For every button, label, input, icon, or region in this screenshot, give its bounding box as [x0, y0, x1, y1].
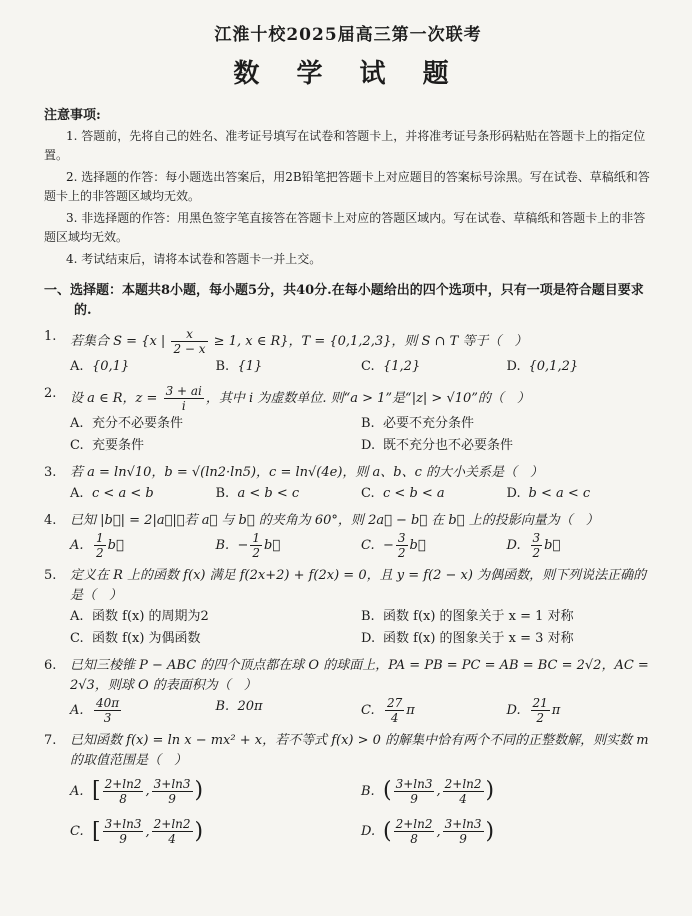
notice-item: 3. 非选择题的作答：用黑色签字笔直接答在答题卡上对应的答题区域内。写在试卷、草稿纸和答题卡上的非答题区域均无效。 — [44, 211, 646, 244]
option-c: C. {1,2} — [361, 359, 421, 374]
option-d: D. 函数 f(x) 的图象关于 x = 3 对称 — [361, 631, 574, 646]
question-number: 6. — [44, 658, 57, 673]
option-b: B. 必要不充分条件 — [361, 416, 475, 431]
option-b: B. a < b < c — [215, 486, 300, 501]
option-a: A. 充分不必要条件 — [70, 416, 184, 431]
question-stem: 定义在 R 上的函数 f(x) 满足 f(2x+2) + f(2x) = 0，且 y = f(2 − x) 为偶函数，则下列说法正确的是（ ） — [70, 568, 647, 603]
option-d: D. b < a < c — [506, 486, 591, 501]
option-c: C. 充要条件 — [70, 438, 145, 453]
option-a: A. $\frac{40\pi}{3}$ — [70, 696, 120, 725]
option-a: A. 函数 f(x) 的周期为2 — [70, 609, 209, 624]
option-b: B. ( $\frac{3+\ln 3}{9}$ , $\frac{2+\ln 2}{4}$ ) — [361, 776, 495, 806]
question-6 — [44, 656, 652, 725]
option-c: C. c < b < a — [361, 486, 445, 501]
notice-block — [44, 104, 652, 269]
notice-item: 1. 答题前，先将自己的姓名、准考证号填写在试卷和答题卡上，并将准考证号条形码粘贴在答题卡上的指定位置。 — [44, 129, 646, 162]
notice-item: 2. 选择题的作答：每小题选出答案后，用2B铅笔把答题卡上对应题目的答案标号涂黑。写在试卷、草稿纸和答题卡上的非答题区域均无效。 — [44, 170, 650, 203]
question-number: 7. — [44, 733, 57, 748]
question-4 — [44, 511, 652, 560]
question-number: 2. — [44, 386, 57, 401]
option-b: B. {1} — [215, 359, 263, 374]
question-stem: 已知三棱锥 P − ABC 的四个顶点都在球 O 的球面上，PA = PB = PC = AB = BC = 2√2，AC = 2√3，则球 O 的表面积为（ ） — [70, 658, 649, 693]
question-3 — [44, 463, 652, 505]
option-d: D. ( $\frac{2+\ln 2}{8}$ , $\frac{3+\ln 3}{9}$ ) — [361, 817, 495, 846]
option-c: C. − $\frac{3}{2}$ b⃗ — [361, 531, 426, 560]
notice-heading: 注意事项: — [44, 108, 101, 123]
option-c: C. $\frac{27}{4}$ π — [361, 696, 415, 725]
question-number: 3. — [44, 465, 57, 480]
option-b: B. − $\frac{1}{2}$ b⃗ — [215, 531, 281, 560]
question-2 — [44, 384, 652, 457]
option-c: C. 函数 f(x) 为偶函数 — [70, 631, 201, 646]
option-a: A. {0,1} — [70, 359, 130, 374]
section-heading: 一、选择题：本题共8小题，每小题5分，共40分.在每小题给出的四个选项中，只有一项是符合题目要求的. — [44, 283, 644, 318]
option-a: A. c < a < b — [70, 486, 154, 501]
question-number: 1. — [44, 329, 57, 344]
option-d: D. $\frac{21}{2}$ π — [506, 696, 561, 725]
option-d: D. 既不充分也不必要条件 — [361, 438, 514, 453]
option-a: A. $\frac{1}{2}$ b⃗ — [70, 531, 124, 560]
question-number: 5. — [44, 568, 57, 583]
question-5 — [44, 566, 652, 650]
option-d: D. {0,1,2} — [506, 359, 579, 374]
question-stem: 已知 |b⃗| = 2|a⃗|，若 a⃗ 与 b⃗ 的夹角为 60°，则 2a⃗ − b⃗ 在 b⃗ 上的投影向量为（ ） — [70, 513, 599, 528]
question-stem: 已知函数 f(x) = ln x − mx² + x，若不等式 f(x) > 0 的解集中恰有两个不同的正整数解，则实数 m 的取值范围是（ ） — [70, 733, 649, 768]
question-number: 4. — [44, 513, 57, 528]
exam-name: 江淮十校2025届高三第一次联考 — [214, 25, 482, 45]
question-stem: 若集合 S = {x | $\frac{x}{2 - x}$ ≥ 1, x ∈ R}，T = {0,1,2,3}，则 S ∩ T 等于（ ） — [70, 327, 528, 356]
question-stem: 设 a ∈ R，z = $\frac{3 + ai}{i}$ ，其中 i 为虚数单位. 则“a > 1”是“|z| > √10”的（ ） — [70, 384, 530, 413]
question-7 — [44, 731, 652, 852]
option-d: D. $\frac{3}{2}$ b⃗ — [506, 531, 561, 560]
option-b: B. 函数 f(x) 的图象关于 x = 1 对称 — [361, 609, 574, 624]
subject-title: 数 学 试 题 — [233, 59, 463, 89]
option-c: C. [ $\frac{3+\ln 3}{9}$ , $\frac{2+\ln 2}{4}$ ) — [70, 817, 204, 846]
notice-item: 4. 考试结束后，请将本试卷和答题卡一并上交。 — [66, 252, 322, 266]
question-1 — [44, 327, 652, 378]
option-a: A. [ $\frac{2+\ln 2}{8}$ , $\frac{3+\ln 3}{9}$ ) — [70, 776, 204, 806]
question-stem: 若 a = ln√10，b = √(ln2·ln5)，c = ln√(4e)，则 a、b、c 的大小关系是（ ） — [70, 465, 544, 480]
option-b: B. 20π — [215, 699, 263, 714]
